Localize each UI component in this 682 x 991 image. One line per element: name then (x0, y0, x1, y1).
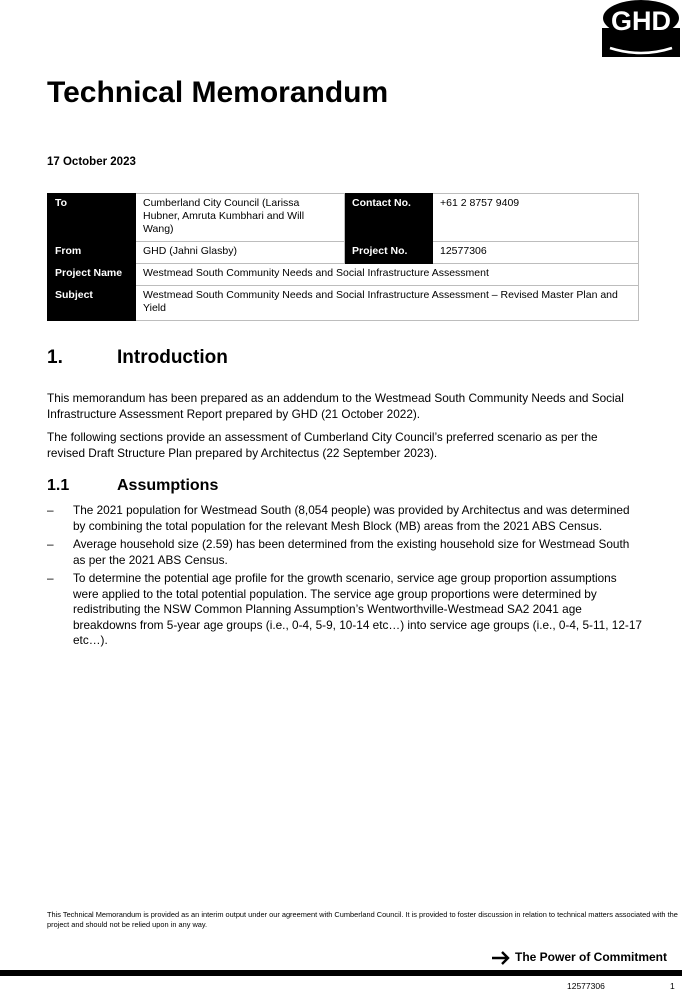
intro-paragraph-2: The following sections provide an assessment of Cumberland City Council’s preferred scenario as per the revised Draft Structure Plan prepared by Architectus (22 September 2023). (47, 430, 598, 460)
table-row (48, 194, 639, 242)
footer-tagline: The Power of Commitment (491, 950, 667, 966)
table-row (48, 242, 639, 264)
memo-date: 17 October 2023 (47, 156, 136, 168)
memo-details-table (47, 193, 639, 321)
section-heading-assumptions (47, 477, 218, 495)
section-number: 1. (47, 347, 63, 368)
list-item: – To determine the potential age profile for the growth scenario, service age group proportion assumptions were applied to the total potential population. The service age group proportions were determined by redistributing the NSW Common Planning Assumption’s Wentworthville-Westmead SA2 2041 age breakdowns from 5-year age groups (i.e., 0-4, 5-9, 10-14 etc…) into service age groups (i.e., 0-4, 5-11, 12-17 etc…). (47, 571, 642, 647)
table-row (48, 286, 639, 321)
to-value: Cumberland City Council (Larissa Hubner, Amruta Kumbhari and Will Wang) (136, 194, 345, 242)
bullet-dash: – (47, 537, 54, 551)
bullet-dash: – (47, 571, 54, 585)
page-title: Technical Memorandum (47, 76, 389, 109)
from-value: GHD (Jahni Glasby) (136, 242, 345, 264)
list-item: – The 2021 population for Westmead South (8,054 people) was provided by Architectus and was determined by combining the total population for the relevant Mesh Block (MB) areas from the 2021 ABS Census. (47, 503, 630, 533)
bullet-dash: – (47, 503, 54, 517)
subject-label: Subject (48, 286, 136, 321)
subject-value: Westmead South Community Needs and Social Infrastructure Assessment – Revised Master Plan and Yield (136, 286, 639, 321)
to-label: To (48, 194, 136, 242)
intro-paragraph-1: This memorandum has been prepared as an addendum to the Westmead South Community Needs and Social Infrastructure Assessment Report prepared by GHD (21 October 2022). (47, 391, 624, 421)
arrow-right-icon (491, 950, 511, 966)
footer-disclaimer: This Technical Memorandum is provided as an interim output under our agreement with Cumberland Council. It is provided to foster discussion in relation to technical matters associated with the project and should not be relied upon in any way. (47, 910, 678, 929)
list-item: – Average household size (2.59) has been determined from the existing household size for Westmead South as per the 2021 ABS Census. (47, 537, 630, 567)
footer-doc-number: 12577306 (567, 981, 605, 991)
table-row (48, 264, 639, 286)
ghd-logo (602, 0, 680, 57)
from-label: From (48, 242, 136, 264)
page-number: 1 (670, 981, 675, 991)
svg-text:GHD: GHD (611, 6, 671, 36)
subsection-title: Assumptions (117, 477, 219, 494)
section-title: Introduction (117, 347, 228, 368)
project-name-label: Project Name (48, 264, 136, 286)
project-no-label: Project No. (345, 242, 433, 264)
contact-label: Contact No. (345, 194, 433, 242)
assumptions-list (47, 503, 642, 652)
project-no-value: 12577306 (433, 242, 639, 264)
section-heading-introduction (47, 347, 228, 369)
subsection-number: 1.1 (47, 477, 70, 494)
contact-value: +61 2 8757 9409 (433, 194, 639, 242)
footer-divider (0, 970, 682, 976)
project-name-value: Westmead South Community Needs and Social Infrastructure Assessment (136, 264, 639, 286)
